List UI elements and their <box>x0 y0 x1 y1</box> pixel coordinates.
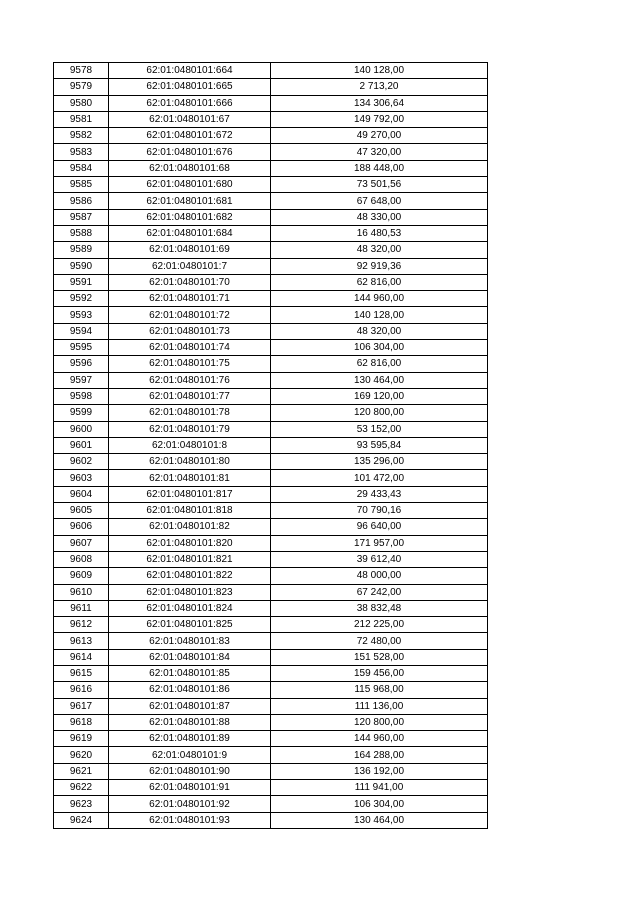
value-cell: 130 464,00 <box>271 812 488 828</box>
row-number-cell: 9610 <box>54 584 109 600</box>
value-cell: 159 456,00 <box>271 665 488 681</box>
row-number-cell: 9582 <box>54 128 109 144</box>
value-cell: 120 800,00 <box>271 714 488 730</box>
table-row <box>54 79 488 95</box>
table-row <box>54 486 488 502</box>
cadastral-number-cell: 62:01:0480101:681 <box>109 193 271 209</box>
table-row <box>54 780 488 796</box>
row-number-cell: 9615 <box>54 665 109 681</box>
cadastral-number-cell: 62:01:0480101:9 <box>109 747 271 763</box>
table-row <box>54 584 488 600</box>
cadastral-value-table <box>53 62 488 829</box>
row-number-cell: 9588 <box>54 225 109 241</box>
table-row <box>54 160 488 176</box>
row-number-cell: 9624 <box>54 812 109 828</box>
cadastral-number-cell: 62:01:0480101:82 <box>109 519 271 535</box>
row-number-cell: 9597 <box>54 372 109 388</box>
table-row <box>54 519 488 535</box>
table-row <box>54 568 488 584</box>
row-number-cell: 9616 <box>54 682 109 698</box>
cadastral-number-cell: 62:01:0480101:824 <box>109 600 271 616</box>
table-row <box>54 307 488 323</box>
value-cell: 48 000,00 <box>271 568 488 584</box>
row-number-cell: 9596 <box>54 356 109 372</box>
value-cell: 73 501,56 <box>271 177 488 193</box>
cadastral-number-cell: 62:01:0480101:676 <box>109 144 271 160</box>
table-row <box>54 470 488 486</box>
table-row <box>54 323 488 339</box>
value-cell: 164 288,00 <box>271 747 488 763</box>
table-row <box>54 437 488 453</box>
table-row <box>54 258 488 274</box>
value-cell: 134 306,64 <box>271 95 488 111</box>
row-number-cell: 9609 <box>54 568 109 584</box>
table-row <box>54 682 488 698</box>
row-number-cell: 9602 <box>54 454 109 470</box>
table-row <box>54 209 488 225</box>
value-cell: 29 433,43 <box>271 486 488 502</box>
row-number-cell: 9604 <box>54 486 109 502</box>
row-number-cell: 9579 <box>54 79 109 95</box>
table-row <box>54 225 488 241</box>
row-number-cell: 9622 <box>54 780 109 796</box>
row-number-cell: 9594 <box>54 323 109 339</box>
value-cell: 106 304,00 <box>271 796 488 812</box>
table-row <box>54 144 488 160</box>
table-row <box>54 747 488 763</box>
row-number-cell: 9585 <box>54 177 109 193</box>
row-number-cell: 9592 <box>54 291 109 307</box>
table-row <box>54 63 488 79</box>
cadastral-number-cell: 62:01:0480101:7 <box>109 258 271 274</box>
row-number-cell: 9608 <box>54 551 109 567</box>
row-number-cell: 9599 <box>54 405 109 421</box>
row-number-cell: 9595 <box>54 340 109 356</box>
row-number-cell: 9617 <box>54 698 109 714</box>
cadastral-number-cell: 62:01:0480101:682 <box>109 209 271 225</box>
value-cell: 120 800,00 <box>271 405 488 421</box>
table-row <box>54 177 488 193</box>
table-row <box>54 405 488 421</box>
row-number-cell: 9619 <box>54 731 109 747</box>
row-number-cell: 9605 <box>54 503 109 519</box>
cadastral-number-cell: 62:01:0480101:825 <box>109 617 271 633</box>
table-row <box>54 617 488 633</box>
cadastral-number-cell: 62:01:0480101:664 <box>109 63 271 79</box>
row-number-cell: 9621 <box>54 763 109 779</box>
cadastral-number-cell: 62:01:0480101:665 <box>109 79 271 95</box>
row-number-cell: 9603 <box>54 470 109 486</box>
value-cell: 48 320,00 <box>271 242 488 258</box>
value-cell: 72 480,00 <box>271 633 488 649</box>
row-number-cell: 9606 <box>54 519 109 535</box>
table-row <box>54 421 488 437</box>
cadastral-number-cell: 62:01:0480101:75 <box>109 356 271 372</box>
cadastral-number-cell: 62:01:0480101:80 <box>109 454 271 470</box>
value-cell: 47 320,00 <box>271 144 488 160</box>
cadastral-number-cell: 62:01:0480101:76 <box>109 372 271 388</box>
row-number-cell: 9623 <box>54 796 109 812</box>
cadastral-number-cell: 62:01:0480101:84 <box>109 649 271 665</box>
value-cell: 101 472,00 <box>271 470 488 486</box>
cadastral-number-cell: 62:01:0480101:72 <box>109 307 271 323</box>
table-row <box>54 503 488 519</box>
value-cell: 212 225,00 <box>271 617 488 633</box>
table-row <box>54 454 488 470</box>
value-cell: 115 968,00 <box>271 682 488 698</box>
table-row <box>54 242 488 258</box>
value-cell: 188 448,00 <box>271 160 488 176</box>
row-number-cell: 9612 <box>54 617 109 633</box>
cadastral-number-cell: 62:01:0480101:823 <box>109 584 271 600</box>
table-row <box>54 763 488 779</box>
value-cell: 130 464,00 <box>271 372 488 388</box>
table-row <box>54 95 488 111</box>
row-number-cell: 9587 <box>54 209 109 225</box>
value-cell: 111 136,00 <box>271 698 488 714</box>
table-row <box>54 812 488 828</box>
cadastral-number-cell: 62:01:0480101:87 <box>109 698 271 714</box>
cadastral-number-cell: 62:01:0480101:67 <box>109 111 271 127</box>
row-number-cell: 9583 <box>54 144 109 160</box>
value-cell: 2 713,20 <box>271 79 488 95</box>
cadastral-number-cell: 62:01:0480101:73 <box>109 323 271 339</box>
table-row <box>54 356 488 372</box>
table-row <box>54 551 488 567</box>
row-number-cell: 9611 <box>54 600 109 616</box>
value-cell: 136 192,00 <box>271 763 488 779</box>
value-cell: 67 648,00 <box>271 193 488 209</box>
cadastral-number-cell: 62:01:0480101:91 <box>109 780 271 796</box>
cadastral-number-cell: 62:01:0480101:68 <box>109 160 271 176</box>
cadastral-number-cell: 62:01:0480101:78 <box>109 405 271 421</box>
row-number-cell: 9598 <box>54 388 109 404</box>
value-cell: 38 832,48 <box>271 600 488 616</box>
table-row <box>54 665 488 681</box>
cadastral-number-cell: 62:01:0480101:92 <box>109 796 271 812</box>
row-number-cell: 9618 <box>54 714 109 730</box>
cadastral-number-cell: 62:01:0480101:672 <box>109 128 271 144</box>
row-number-cell: 9593 <box>54 307 109 323</box>
row-number-cell: 9620 <box>54 747 109 763</box>
row-number-cell: 9614 <box>54 649 109 665</box>
table-row <box>54 649 488 665</box>
value-cell: 53 152,00 <box>271 421 488 437</box>
table-row <box>54 633 488 649</box>
cadastral-number-cell: 62:01:0480101:85 <box>109 665 271 681</box>
value-cell: 48 320,00 <box>271 323 488 339</box>
cadastral-number-cell: 62:01:0480101:820 <box>109 535 271 551</box>
row-number-cell: 9601 <box>54 437 109 453</box>
cadastral-number-cell: 62:01:0480101:89 <box>109 731 271 747</box>
cadastral-number-cell: 62:01:0480101:684 <box>109 225 271 241</box>
cadastral-number-cell: 62:01:0480101:79 <box>109 421 271 437</box>
cadastral-number-cell: 62:01:0480101:818 <box>109 503 271 519</box>
cadastral-number-cell: 62:01:0480101:71 <box>109 291 271 307</box>
cadastral-number-cell: 62:01:0480101:88 <box>109 714 271 730</box>
table-body <box>54 63 488 829</box>
cadastral-number-cell: 62:01:0480101:93 <box>109 812 271 828</box>
value-cell: 92 919,36 <box>271 258 488 274</box>
value-cell: 111 941,00 <box>271 780 488 796</box>
cadastral-number-cell: 62:01:0480101:666 <box>109 95 271 111</box>
cadastral-number-cell: 62:01:0480101:8 <box>109 437 271 453</box>
value-cell: 140 128,00 <box>271 63 488 79</box>
value-cell: 67 242,00 <box>271 584 488 600</box>
table-row <box>54 291 488 307</box>
table-row <box>54 731 488 747</box>
table-row <box>54 274 488 290</box>
row-number-cell: 9581 <box>54 111 109 127</box>
row-number-cell: 9578 <box>54 63 109 79</box>
value-cell: 151 528,00 <box>271 649 488 665</box>
value-cell: 70 790,16 <box>271 503 488 519</box>
cadastral-number-cell: 62:01:0480101:83 <box>109 633 271 649</box>
table-row <box>54 714 488 730</box>
value-cell: 48 330,00 <box>271 209 488 225</box>
cadastral-number-cell: 62:01:0480101:86 <box>109 682 271 698</box>
row-number-cell: 9586 <box>54 193 109 209</box>
table-row <box>54 698 488 714</box>
row-number-cell: 9613 <box>54 633 109 649</box>
value-cell: 62 816,00 <box>271 356 488 372</box>
cadastral-number-cell: 62:01:0480101:70 <box>109 274 271 290</box>
table-row <box>54 535 488 551</box>
row-number-cell: 9589 <box>54 242 109 258</box>
value-cell: 39 612,40 <box>271 551 488 567</box>
table-row <box>54 600 488 616</box>
value-cell: 144 960,00 <box>271 291 488 307</box>
cadastral-number-cell: 62:01:0480101:817 <box>109 486 271 502</box>
cadastral-number-cell: 62:01:0480101:77 <box>109 388 271 404</box>
value-cell: 171 957,00 <box>271 535 488 551</box>
value-cell: 169 120,00 <box>271 388 488 404</box>
table-row <box>54 111 488 127</box>
value-cell: 140 128,00 <box>271 307 488 323</box>
cadastral-number-cell: 62:01:0480101:680 <box>109 177 271 193</box>
row-number-cell: 9584 <box>54 160 109 176</box>
value-cell: 93 595,84 <box>271 437 488 453</box>
row-number-cell: 9607 <box>54 535 109 551</box>
cadastral-number-cell: 62:01:0480101:822 <box>109 568 271 584</box>
cadastral-number-cell: 62:01:0480101:69 <box>109 242 271 258</box>
row-number-cell: 9580 <box>54 95 109 111</box>
value-cell: 49 270,00 <box>271 128 488 144</box>
value-cell: 16 480,53 <box>271 225 488 241</box>
row-number-cell: 9600 <box>54 421 109 437</box>
value-cell: 135 296,00 <box>271 454 488 470</box>
value-cell: 96 640,00 <box>271 519 488 535</box>
row-number-cell: 9590 <box>54 258 109 274</box>
row-number-cell: 9591 <box>54 274 109 290</box>
table-row <box>54 340 488 356</box>
table-row <box>54 128 488 144</box>
cadastral-number-cell: 62:01:0480101:90 <box>109 763 271 779</box>
cadastral-number-cell: 62:01:0480101:74 <box>109 340 271 356</box>
table-row <box>54 372 488 388</box>
cadastral-number-cell: 62:01:0480101:81 <box>109 470 271 486</box>
table-row <box>54 388 488 404</box>
value-cell: 62 816,00 <box>271 274 488 290</box>
value-cell: 144 960,00 <box>271 731 488 747</box>
cadastral-number-cell: 62:01:0480101:821 <box>109 551 271 567</box>
table-row <box>54 193 488 209</box>
value-cell: 149 792,00 <box>271 111 488 127</box>
value-cell: 106 304,00 <box>271 340 488 356</box>
table-row <box>54 796 488 812</box>
